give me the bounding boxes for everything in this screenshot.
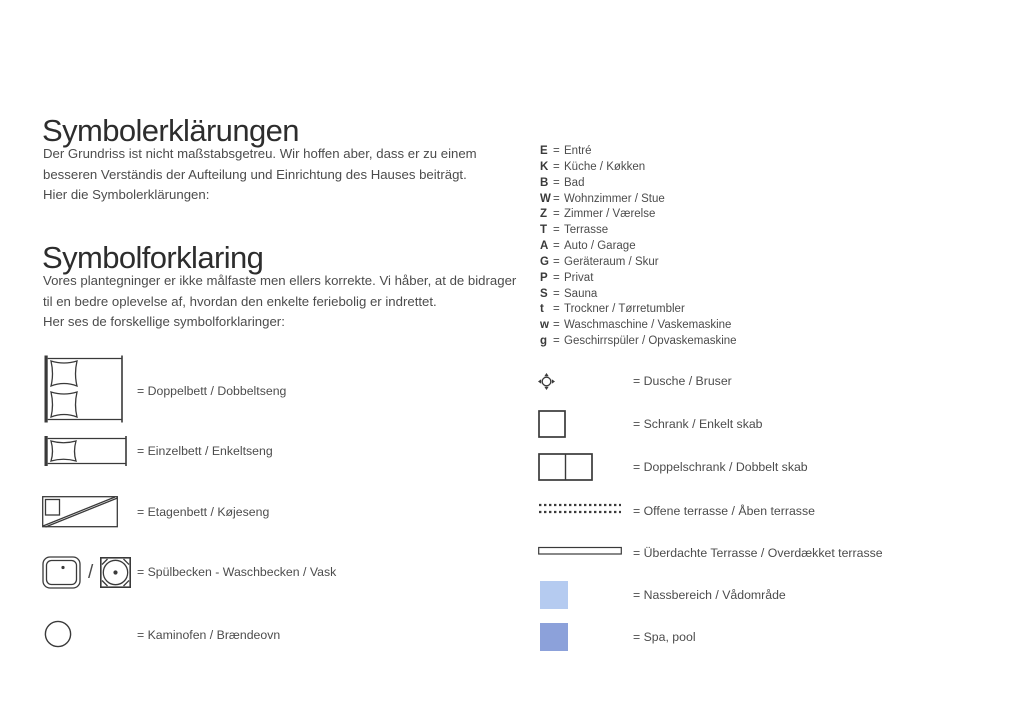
abbr-equals-sign: = [553, 176, 560, 189]
abbr-label: Waschmaschine / Vaskemaskine [564, 319, 732, 332]
abbr-equals-sign: = [553, 271, 560, 284]
abbr-label: Privat [564, 271, 594, 284]
abbr-code: G [540, 255, 549, 268]
double-bed-icon [42, 355, 126, 423]
abbr-code: Z [540, 208, 548, 221]
covered-terrace-icon [538, 546, 622, 556]
legend-label: = Überdachte Terrasse / Overdækket terrasse [633, 546, 883, 560]
bunk-bed-icon [42, 496, 118, 528]
abbr-equals-sign: = [553, 303, 560, 316]
abbr-code: W [540, 192, 551, 205]
intro-text-line: Her ses de forskellige symbolforklaringer: [43, 314, 285, 330]
slash-separator: / [88, 561, 94, 583]
legend-label: = Einzelbett / Enkeltseng [137, 444, 273, 458]
intro-text-line: besseren Verständis der Aufteilung und Einrichtung des Hauses beiträgt. [43, 166, 467, 182]
abbr-equals-sign: = [553, 319, 560, 332]
legend-label: = Spülbecken - Waschbecken / Vask [137, 565, 337, 579]
wet-area-icon [540, 581, 568, 609]
abbreviation-row [540, 193, 737, 209]
abbr-code: g [540, 335, 548, 348]
abbr-label: Geräteraum / Skur [564, 255, 659, 268]
double-cabinet-icon [538, 453, 593, 481]
intro-text-line: til en bedre oplevelse af, hvordan den enkelte feriebolig er indrettet. [43, 293, 437, 309]
abbreviation-row [540, 303, 737, 319]
abbr-code: T [540, 224, 548, 237]
abbr-label: Sauna [564, 287, 598, 300]
abbr-equals-sign: = [553, 287, 560, 300]
single-cabinet-icon [538, 410, 566, 438]
legend-label: = Etagenbett / Køjeseng [137, 505, 270, 519]
abbreviation-row [540, 288, 737, 304]
sink-pair-icon [42, 556, 131, 589]
abbreviation-row [540, 240, 737, 256]
abbr-label: Entré [564, 145, 592, 157]
single-bed-icon [42, 436, 130, 466]
page-title-german: Symbolerklärungen [42, 112, 299, 148]
legend-label: = Doppelschrank / Dobbelt skab [633, 460, 808, 474]
abbr-code: K [540, 160, 549, 173]
abbr-label: Trockner / Tørretumbler [564, 303, 685, 316]
legend-label: = Spa, pool [633, 630, 696, 644]
abbreviation-row [540, 177, 737, 193]
page-title-danish: Symbolforklaring [42, 239, 264, 275]
abbr-label: Geschirrspüler / Opvaskemaskine [564, 335, 737, 348]
shower-icon [538, 373, 555, 390]
abbr-label: Küche / Køkken [564, 160, 646, 173]
abbr-label: Zimmer / Værelse [564, 208, 656, 221]
wood-stove-icon [44, 620, 72, 648]
legend-label: = Doppelbett / Dobbeltseng [137, 384, 287, 398]
abbr-code: E [540, 145, 548, 157]
legend-label: = Nassbereich / Vådområde [633, 588, 786, 602]
abbreviation-row [540, 256, 737, 272]
abbr-label: Wohnzimmer / Stue [564, 192, 665, 205]
abbr-equals-sign: = [553, 255, 560, 268]
abbreviation-list [540, 145, 737, 351]
abbr-equals-sign: = [553, 240, 560, 253]
abbreviation-row [540, 161, 737, 177]
legend-label: = Offene terrasse / Åben terrasse [633, 504, 815, 518]
legend-label: = Schrank / Enkelt skab [633, 417, 763, 431]
abbreviation-row [540, 145, 737, 161]
abbr-equals-sign: = [553, 224, 560, 237]
kitchen-sink-icon [42, 556, 81, 589]
abbr-equals-sign: = [553, 160, 560, 173]
abbr-label: Auto / Garage [564, 240, 636, 253]
legend-label: = Kaminofen / Brændeovn [137, 628, 281, 642]
spa-pool-icon [540, 623, 568, 651]
abbr-code: t [540, 303, 544, 316]
intro-text-line: Vores plantegninger er ikke målfaste men ellers korrekte. Vi håber, at de bidrager [43, 273, 517, 288]
abbr-equals-sign: = [553, 335, 560, 348]
abbreviation-row [540, 335, 737, 351]
legend-label: = Dusche / Bruser [633, 374, 732, 388]
wash-basin-icon [100, 557, 131, 588]
abbr-code: P [540, 271, 548, 284]
abbr-label: Terrasse [564, 224, 609, 237]
abbreviation-row [540, 272, 737, 288]
abbr-code: S [540, 287, 548, 300]
intro-text-line: Der Grundriss ist nicht maßstabsgetreu. Wir hoffen aber, dass er zu einem [43, 146, 477, 161]
abbreviation-row [540, 208, 737, 224]
abbr-label: Bad [564, 176, 585, 189]
abbr-equals-sign: = [553, 145, 560, 157]
abbreviation-row [540, 224, 737, 240]
intro-text-line: Hier die Symbolerklärungen: [43, 187, 210, 203]
open-terrace-icon [538, 503, 622, 515]
abbr-code: A [540, 240, 549, 253]
abbr-code: w [540, 319, 549, 332]
abbr-equals-sign: = [553, 192, 560, 205]
abbr-code: B [540, 176, 549, 189]
intro-paragraph-german [43, 144, 477, 206]
abbr-equals-sign: = [553, 208, 560, 221]
intro-paragraph-danish [43, 271, 516, 333]
abbreviation-row [540, 319, 737, 335]
